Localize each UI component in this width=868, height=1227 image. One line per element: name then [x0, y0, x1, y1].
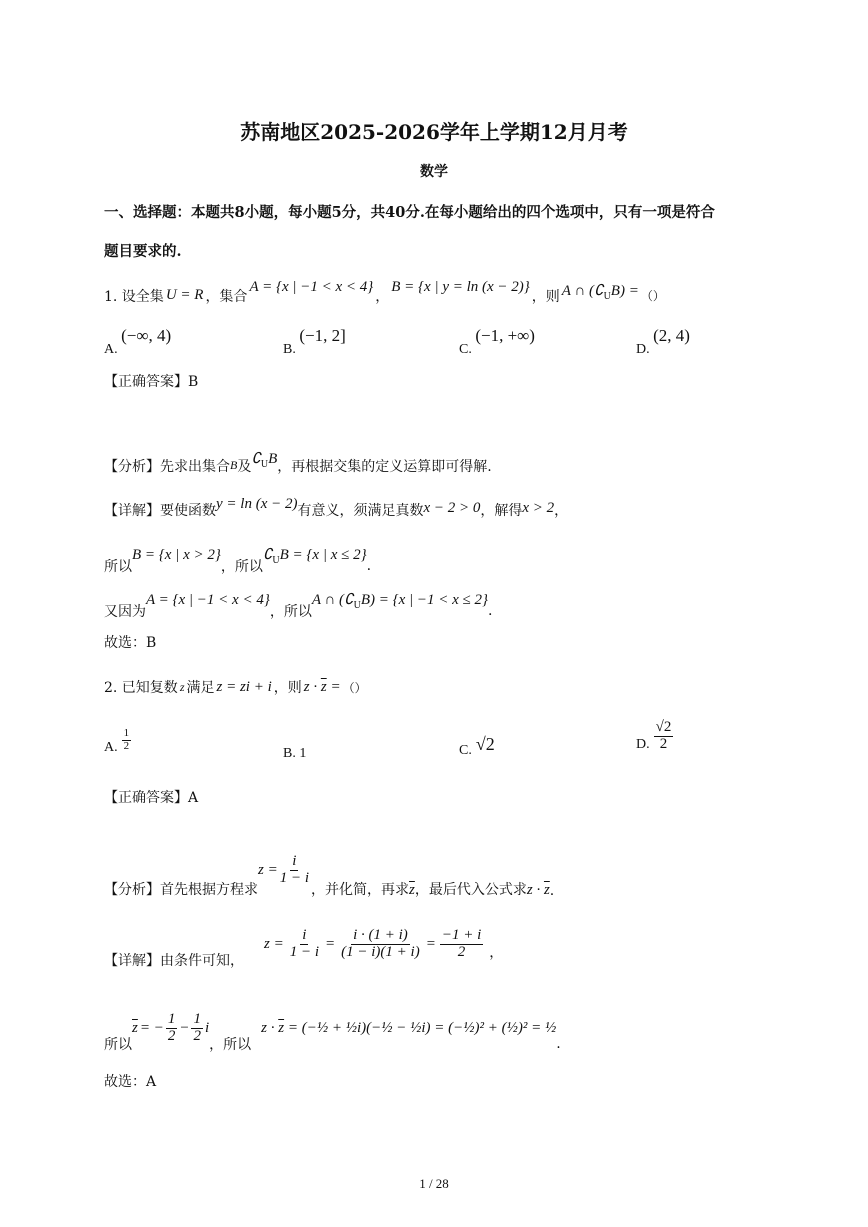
q2-mid: 满足	[186, 680, 215, 696]
q1-line2-c-sym: ∁	[262, 547, 273, 563]
q2-analysis	[104, 853, 555, 899]
q2-option-d-label: D.	[636, 736, 650, 752]
q2-option-d-num: √2	[655, 719, 672, 735]
question-1	[104, 279, 665, 306]
q2-detail-line1	[104, 927, 504, 970]
q2-product-formula: $z \cdot \overline{z}$ = (−½ + ½i)(−½ − ½i) = (−½)² + (½)² = ½	[261, 1019, 557, 1036]
q1-option-d	[636, 326, 690, 357]
q2-analysis-b: ，并化简，再求	[311, 881, 410, 898]
q1-universal-set: U = R	[165, 287, 204, 303]
q2-prod-zbar: $\overline{z}$	[278, 1019, 285, 1036]
q1-analysis-c-sub: U	[260, 459, 269, 470]
q2-option-a-label: A.	[104, 740, 118, 756]
q2-frac1-den: 1 − i	[289, 943, 320, 960]
q1-line3-sub: U	[353, 600, 361, 611]
q2-detail-frac3	[440, 928, 483, 961]
page-title: 苏南地区2025-2026学年上学期12月月考	[240, 120, 628, 144]
q2-answer: 【正确答案】A	[104, 790, 199, 806]
q2-zbar-frac1-num: 1	[167, 1011, 176, 1027]
q1-line3-intersection	[312, 590, 488, 611]
q2-then: ，则	[273, 680, 302, 696]
q2-option-c-label: C.	[459, 743, 472, 758]
q1-option-c-value: (−1, +∞)	[475, 326, 535, 345]
q2-analysis-num: i	[292, 853, 297, 869]
q2-prod-z: z ·	[261, 1019, 279, 1036]
q2-zbar-formula	[132, 1012, 209, 1045]
q1-expr-part: A ∩ (∁	[561, 283, 604, 299]
q2-detail-end: ，	[489, 945, 504, 962]
q2-zbar-minus: −	[179, 1019, 190, 1036]
q1-line2-c-sub: U	[272, 555, 280, 566]
q2-analysis-eq: z =	[258, 861, 278, 878]
q1-option-b	[283, 326, 346, 357]
q2-analysis-zbar: $\overline{z}$	[409, 881, 415, 898]
q2-option-a-num: 1	[123, 727, 130, 739]
q1-option-a-value: (−∞, 4)	[121, 326, 172, 345]
q1-option-d-label: D.	[636, 342, 650, 357]
q2-frac3-den: 2	[457, 943, 466, 960]
q1-analysis-c-sym: ∁	[251, 451, 261, 467]
q1-line2-complement	[263, 545, 367, 566]
question-2	[104, 677, 367, 697]
q1-detail-line2	[104, 545, 372, 575]
q2-analysis-formula	[258, 854, 311, 887]
q2-option-c-value: √2	[475, 734, 495, 754]
section-heading-line1: 一、选择题：本题共8小题，每小题5分，共40分.在每小题给出的四个选项中，只有一项是符合	[104, 204, 715, 221]
q2-paren: （）	[342, 680, 367, 695]
q2-z: z	[179, 679, 185, 694]
q2-prod-end: .	[556, 1036, 561, 1053]
q1-expr-end: B) =	[610, 283, 639, 299]
q1-detail-c: ，解得	[480, 503, 523, 519]
q2-frac2-num: i · (1 + i)	[353, 927, 408, 943]
q1-detail-function: y = ln (x − 2)	[216, 495, 298, 512]
q1-expr-sub: U	[603, 291, 611, 302]
q1-option-b-value: (−1, 2]	[299, 326, 346, 345]
q1-detail-b: 有意义，须满足真数	[297, 503, 424, 519]
q2-detail-a: 【详解】由条件可知，	[104, 953, 244, 970]
q2-zbar-frac2	[191, 1012, 203, 1045]
q2-zbar-eq: = −	[139, 1019, 164, 1036]
q1-analysis-text: 【分析】先求出集合	[104, 458, 230, 475]
q1-mid: ，集合	[205, 288, 248, 305]
q2-detail-eq2: =	[425, 935, 436, 952]
q2-choose: 故选：A	[104, 1074, 157, 1090]
q2-detail-formula	[264, 928, 483, 961]
q2-zbar-frac2-num: 1	[193, 1011, 201, 1027]
q1-set-a: A = {x | −1 < x < 4}	[249, 279, 374, 295]
q2-analysis-a: 【分析】首先根据方程求	[104, 881, 258, 898]
q1-option-b-label: B.	[283, 342, 296, 357]
q2-prod-rest: (−½ + ½i)(−½ − ½i) = (−½)² + (½)² = ½	[301, 1019, 557, 1036]
q2-option-d	[636, 720, 673, 753]
q2-detail-eq1: =	[325, 935, 336, 952]
q1-analysis-c-b: B	[268, 451, 278, 467]
q2-so-a: 所以	[104, 1037, 132, 1054]
q1-expression	[562, 281, 639, 302]
q1-analysis	[104, 451, 492, 476]
q1-line2-c: ，所以	[220, 558, 263, 575]
q1-detail-line1	[104, 495, 569, 520]
q2-frac3-num: −1 + i	[441, 927, 482, 943]
q2-detail-frac1	[288, 928, 321, 961]
q2-detail-z: z =	[264, 935, 284, 952]
q2-expr-end: =	[326, 678, 341, 695]
q2-option-a-den: 2	[123, 739, 130, 752]
q2-so-b: ，所以	[209, 1037, 252, 1054]
q1-line2-end: .	[366, 557, 372, 574]
q2-analysis-d: ，最后代入公式求	[414, 881, 527, 898]
q2-zbar-frac1	[166, 1012, 178, 1045]
q2-option-d-fraction	[654, 720, 674, 753]
q2-option-b	[283, 746, 306, 762]
q1-detail-condition: x − 2 > 0	[423, 499, 481, 516]
q1-analysis-and: 及	[237, 458, 252, 475]
q1-paren: （）	[640, 289, 665, 303]
q1-detail-line3	[104, 590, 493, 620]
q2-option-c	[459, 734, 495, 759]
q1-analysis-complement	[251, 449, 277, 470]
q1-line2-c-set: B = {x | x ≤ 2}	[279, 547, 367, 563]
q2-analysis-den: 1 − i	[279, 869, 310, 886]
q1-answer: 【正确答案】B	[104, 374, 199, 390]
q1-detail-a: 【详解】要使函数	[104, 503, 216, 519]
subject-title: 数学	[420, 164, 448, 180]
q1-detail-result: x > 2	[522, 499, 555, 516]
q2-expr-zbar: $\overline{z}$	[320, 678, 327, 695]
q2-option-d-den: 2	[659, 735, 668, 752]
q2-detail-line2	[104, 1011, 561, 1054]
q2-zbar-frac1-den: 2	[167, 1027, 176, 1044]
q2-zbar-frac2-den: 2	[193, 1027, 201, 1044]
q2-analysis-end: .	[549, 882, 555, 899]
q1-analysis-b: B	[230, 458, 238, 472]
q1-line3-d: A ∩ (∁	[311, 592, 354, 608]
q1-line3-result: B) = {x | −1 < x ≤ 2}	[360, 592, 489, 608]
q1-line3-end: .	[488, 602, 493, 619]
q1-line3-set-a: A = {x | −1 < x < 4}	[146, 592, 270, 608]
q2-option-a	[104, 727, 131, 756]
q2-frac1-num: i	[302, 927, 307, 943]
q1-option-d-value: (2, 4)	[653, 326, 690, 345]
q2-option-b-label: B.	[283, 746, 296, 761]
q1-then: ，则	[531, 288, 560, 305]
q1-line3-a: 又因为	[104, 603, 146, 620]
q2-frac2-den: (1 − i)(1 + i)	[341, 943, 420, 960]
q1-prefix: 1. 设全集	[104, 288, 164, 305]
q1-option-a-label: A.	[104, 342, 118, 357]
q2-detail-frac2	[339, 928, 422, 961]
q2-zbar-i: i	[204, 1019, 210, 1036]
q2-analysis-product	[527, 882, 550, 899]
q2-analysis-fraction	[278, 854, 311, 887]
q1-option-a	[104, 326, 172, 357]
q1-comma: ，	[375, 288, 390, 305]
q1-detail-d: ，	[554, 503, 569, 519]
q2-analysis-prod-zbar: $\overline{z}$	[543, 881, 550, 898]
q1-analysis-tail: ，再根据交集的定义运算即可得解.	[277, 458, 492, 475]
q1-line2-set-b: B = {x | x > 2}	[132, 547, 221, 563]
q2-expr-z: z ·	[303, 678, 321, 695]
q2-option-a-fraction	[122, 728, 132, 752]
q2-equation: z = zi + i	[216, 678, 272, 695]
q1-line3-c: ，所以	[269, 603, 312, 620]
page-number: 1 / 28	[419, 1176, 449, 1191]
q2-analysis-prod-z: z ·	[526, 881, 544, 898]
q1-option-c	[459, 326, 535, 357]
q2-zbar: $\overline{z}$	[132, 1019, 138, 1036]
q1-set-b: B = {x | y = ln (x − 2)}	[391, 279, 530, 295]
q2-option-b-value: 1	[299, 746, 307, 761]
q2-expression	[304, 679, 341, 696]
q1-line2-a: 所以	[104, 558, 132, 575]
section-heading-line2: 题目要求的.	[104, 243, 182, 260]
q2-prefix: 2. 已知复数	[104, 680, 178, 696]
q1-choose: 故选：B	[104, 635, 157, 651]
q1-option-c-label: C.	[459, 342, 472, 357]
